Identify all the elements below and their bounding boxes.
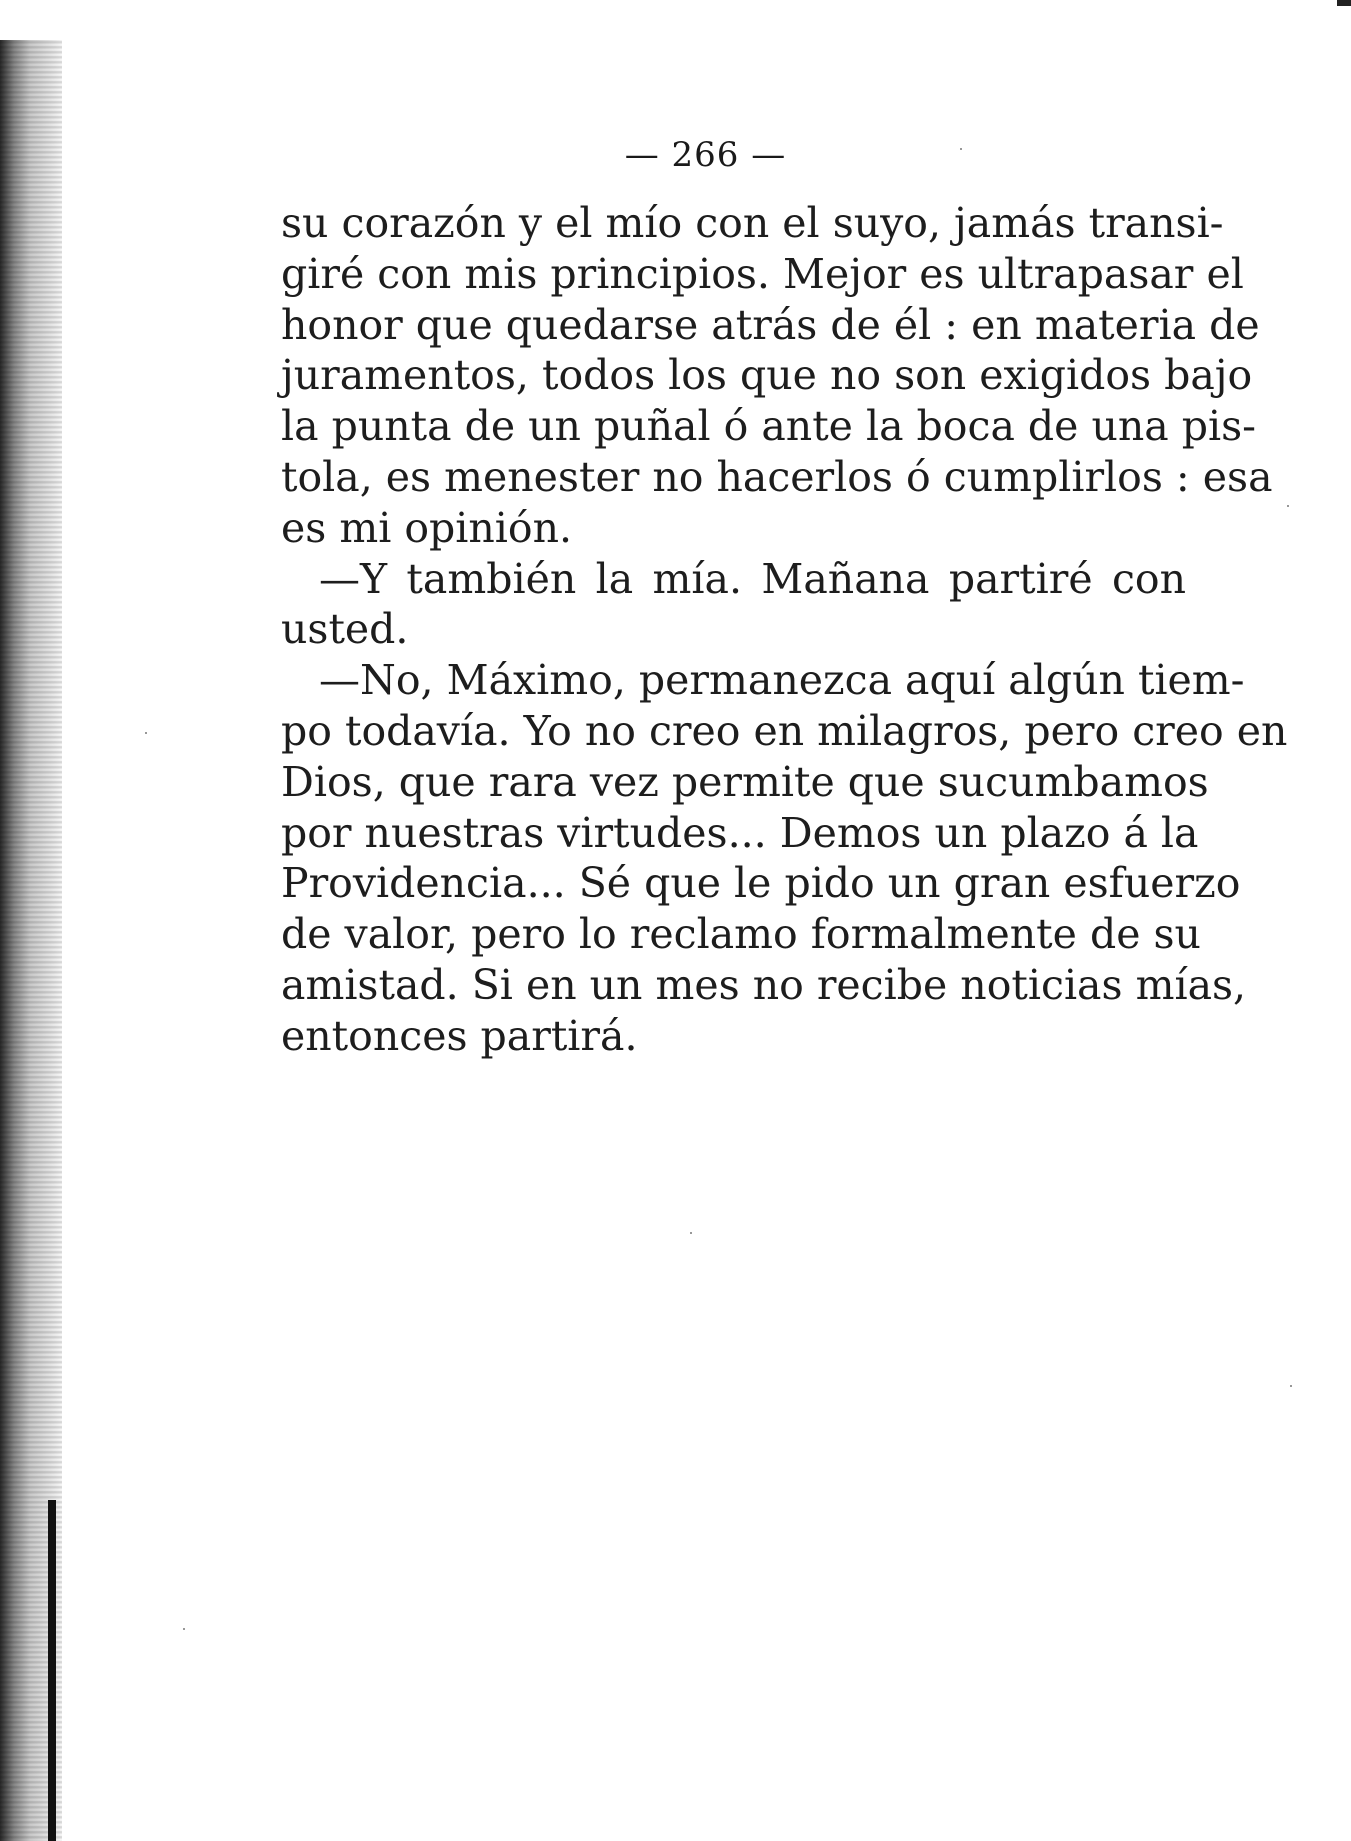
text-line: tola, es menester no hacerlos ó cumplirlos : esa	[281, 452, 1273, 501]
text-line: es mi opinión.	[281, 503, 573, 552]
text-line: Dios, que rara vez permite que sucumbamos	[281, 757, 1209, 806]
binding-shadow	[48, 1500, 56, 1841]
scan-speck	[960, 148, 962, 150]
scan-speck	[1290, 1385, 1292, 1387]
text-line: —No, Máximo, permanezca aquí algún tiem-	[319, 656, 1245, 705]
scan-speck	[145, 732, 147, 734]
text-line: honor que quedarse atrás de él : en materia de	[281, 300, 1260, 349]
page-number-text: — 266 —	[624, 135, 787, 175]
scan-speck	[690, 1232, 692, 1234]
text-line: de valor, pero lo reclamo formalmente de su	[281, 910, 1201, 959]
scan-speck	[1287, 505, 1289, 507]
text-line: su corazón y el mío con el suyo, jamás transi-	[281, 199, 1224, 247]
text-line: Providencia... Sé que le pido un gran esfuerzo	[281, 859, 1241, 908]
page-number	[0, 135, 1351, 175]
text-line: —Y también la mía. Mañana partiré con	[319, 554, 1186, 603]
text-line: amistad. Si en un mes no recibe noticias mías,	[281, 960, 1247, 1009]
text-line: entonces partirá.	[281, 1011, 638, 1060]
scan-speck	[183, 1628, 185, 1630]
text-line: por nuestras virtudes... Demos un plazo á la	[281, 808, 1199, 857]
text-line: juramentos, todos los que no son exigidos bajo	[281, 351, 1253, 400]
text-line: usted.	[281, 605, 409, 654]
text-line: po todavía. Yo no creo en milagros, pero creo en	[281, 706, 1288, 755]
text-line: giré con mis principios. Mejor es ultrapasar el	[281, 249, 1244, 298]
text-line: la punta de un puñal ó ante la boca de una pis-	[281, 402, 1257, 451]
body-text	[281, 198, 1288, 1062]
scan-corner-mark	[1337, 0, 1351, 6]
